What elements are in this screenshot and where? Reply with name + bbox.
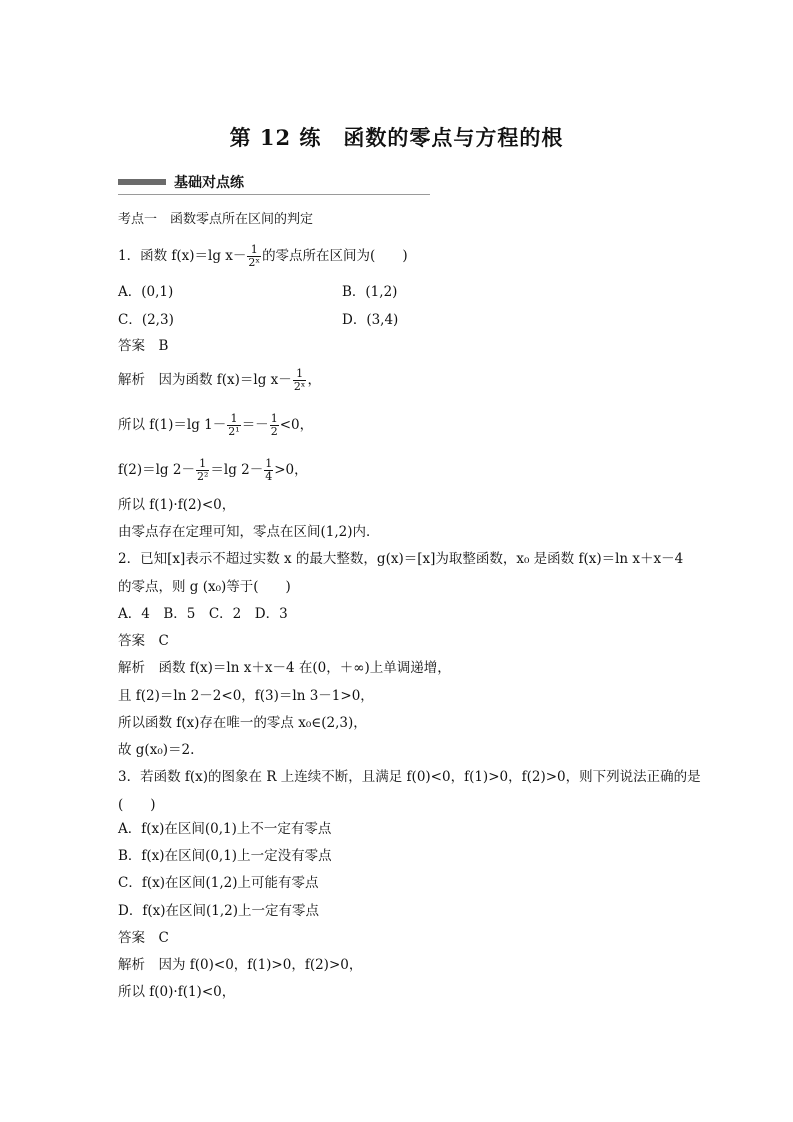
question-3-stem-line-2: ( ) <box>118 797 156 813</box>
q1-solution-line-1: 解析 因为函数 f(x)＝lg x－ $\frac{1}{\text{2ˣ}}$ ， <box>118 367 321 393</box>
q2-solution-line-4: 故 g(x₀)＝2. <box>118 742 195 758</box>
q3-solution-line-2: 所以 f(0)·f(1)<0， <box>118 984 236 1000</box>
section-bar-decoration <box>118 179 166 185</box>
q3-option-b: B．f(x)在区间(0,1)上一定没有零点 <box>118 848 332 864</box>
q1-solution-line-4: 所以 f(1)·f(2)<0， <box>118 497 236 513</box>
q1-option-c: C．(2,3) <box>118 312 174 328</box>
page-title: 第 12 练 函数的零点与方程的根 <box>229 125 564 150</box>
q2-answer: 答案 C <box>118 633 169 649</box>
q3-option-c: C．f(x)在区间(1,2)上可能有零点 <box>118 875 319 891</box>
question-1-stem: 1．函数 f(x)＝lg x－ $\frac{1}{\text{2ˣ}}$ 的零点所在区间为( ) <box>118 243 408 269</box>
q2-solution-line-1: 解析 函数 f(x)＝ln x＋x－4 在(0，＋∞)上单调递增， <box>118 660 451 676</box>
q1-option-d: D．(3,4) <box>342 312 399 328</box>
q1-solution-line-5: 由零点存在定理可知，零点在区间(1,2)内． <box>118 524 380 540</box>
q3-solution-line-1: 解析 因为 f(0)<0，f(1)>0，f(2)>0， <box>118 957 363 973</box>
q2-options: A．4 B．5 C．2 D．3 <box>118 606 288 622</box>
q3-option-d: D．f(x)在区间(1,2)上一定有零点 <box>118 903 319 919</box>
section-label: 基础对点练 <box>174 175 244 191</box>
q3-option-a: A．f(x)在区间(0,1)上不一定有零点 <box>118 821 332 837</box>
topic-heading: 考点一 函数零点所在区间的判定 <box>118 212 314 227</box>
q1-answer: 答案 B <box>118 338 169 354</box>
q1-solution-line-2: 所以 f(1)＝lg 1－ $\frac{1}{\text{2¹}}$ ＝－ $\frac{1}{2}$ <0， <box>118 412 314 438</box>
fraction: $\frac{1}{\text{2ˣ}}$ <box>248 243 261 269</box>
question-2-stem-line-2: 的零点，则 g (x₀)等于( ) <box>118 579 291 595</box>
q3-answer: 答案 C <box>118 930 169 946</box>
q1-solution-line-3: f(2)＝lg 2－ $\frac{1}{\text{2²}}$ ＝lg 2－ $\frac{1}{4}$ >0， <box>118 457 308 483</box>
q2-solution-line-3: 所以函数 f(x)存在唯一的零点 x₀∈(2,3)， <box>118 715 367 731</box>
section-header <box>118 172 430 195</box>
q1-option-b: B．(1,2) <box>342 284 398 300</box>
question-3-stem-line-1: 3．若函数 f(x)的图象在 R 上连续不断，且满足 f(0)<0，f(1)>0，f(2)>0，则下列说法正确的是 <box>118 769 701 785</box>
q2-solution-line-2: 且 f(2)＝ln 2－2<0，f(3)＝ln 3－1>0， <box>118 688 374 704</box>
question-2-stem-line-1: 2．已知[x]表示不超过实数 x 的最大整数，g(x)＝[x]为取整函数，x₀ 是函数 f(x)＝ln x＋x－4 <box>118 551 684 567</box>
q1-option-a: A．(0,1) <box>118 284 174 300</box>
